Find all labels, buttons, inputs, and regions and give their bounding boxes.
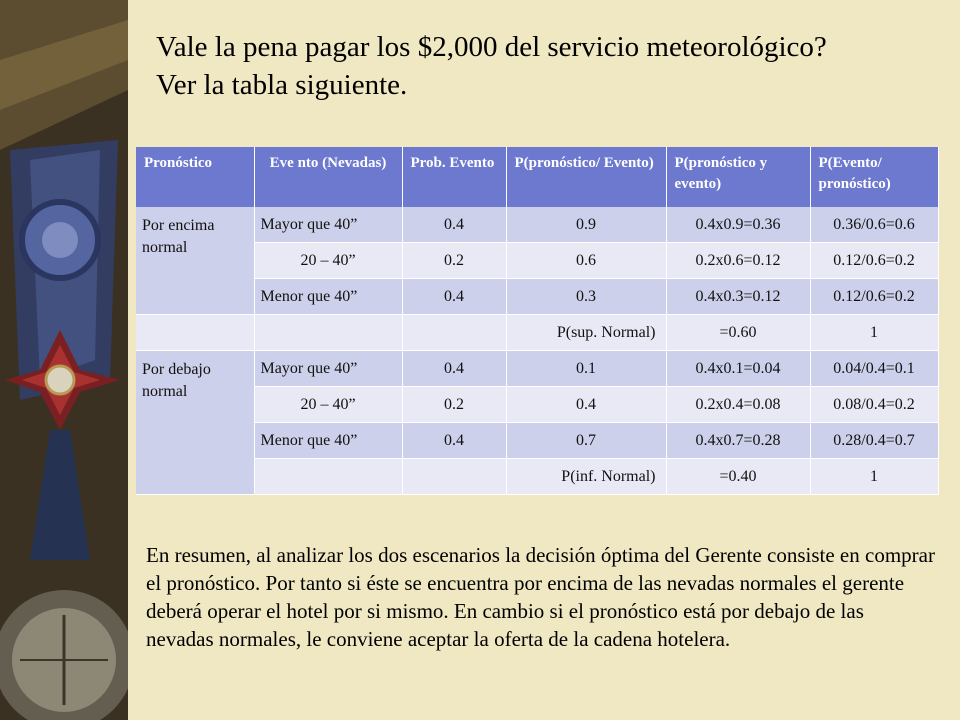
- title-line-2: Ver la tabla siguiente.: [156, 69, 408, 101]
- cond-cell: 0.9: [506, 207, 666, 243]
- posterior-cell: 0.28/0.4=0.7: [810, 423, 938, 459]
- empty-cell: [254, 459, 402, 495]
- subtotal-row: [136, 315, 938, 351]
- header-posterior: P(Evento/ pronóstico): [810, 147, 938, 207]
- posterior-cell: 0.12/0.6=0.2: [810, 279, 938, 315]
- posterior-cell: 0.08/0.4=0.2: [810, 387, 938, 423]
- subtotal-row: [136, 459, 938, 495]
- event-cell: Menor que 40”: [254, 423, 402, 459]
- cond-cell: 0.4: [506, 387, 666, 423]
- medal-photo-illustration: [0, 0, 128, 720]
- event-cell: 20 – 40”: [254, 243, 402, 279]
- joint-cell: 0.2x0.4=0.08: [666, 387, 810, 423]
- event-cell: Mayor que 40”: [254, 207, 402, 243]
- posterior-cell: 0.12/0.6=0.2: [810, 243, 938, 279]
- joint-cell: 0.4x0.3=0.12: [666, 279, 810, 315]
- cond-cell: 0.7: [506, 423, 666, 459]
- event-cell: Mayor que 40”: [254, 351, 402, 387]
- posterior-cell: 0.36/0.6=0.6: [810, 207, 938, 243]
- subtotal-value: =0.40: [666, 459, 810, 495]
- empty-cell: [254, 315, 402, 351]
- table-row: [136, 279, 938, 315]
- header-forecast: Pronóstico: [136, 147, 254, 207]
- empty-cell: [402, 315, 506, 351]
- cond-cell: 0.3: [506, 279, 666, 315]
- cond-cell: 0.6: [506, 243, 666, 279]
- title-line-1: Vale la pena pagar los $2,000 del servicio meteorológico?: [156, 31, 827, 63]
- empty-cell: [402, 459, 506, 495]
- joint-cell: 0.2x0.6=0.12: [666, 243, 810, 279]
- event-cell: Menor que 40”: [254, 279, 402, 315]
- subtotal-total: 1: [810, 315, 938, 351]
- subtotal-label: P(sup. Normal): [506, 315, 666, 351]
- prob-cell: 0.4: [402, 351, 506, 387]
- header-prob: Prob. Evento: [402, 147, 506, 207]
- prob-cell: 0.2: [402, 387, 506, 423]
- prob-cell: 0.2: [402, 243, 506, 279]
- table-header-row: [136, 147, 938, 207]
- empty-cell: [136, 315, 254, 351]
- event-cell: 20 – 40”: [254, 387, 402, 423]
- subtotal-value: =0.60: [666, 315, 810, 351]
- subtotal-label: P(inf. Normal): [506, 459, 666, 495]
- slide-title: [156, 28, 936, 104]
- header-joint: P(pronóstico y evento): [666, 147, 810, 207]
- cond-cell: 0.1: [506, 351, 666, 387]
- table-row: [136, 243, 938, 279]
- probability-table: [136, 147, 939, 495]
- table-row: [136, 351, 938, 387]
- header-event: Eve nto (Nevadas): [254, 147, 402, 207]
- subtotal-total: 1: [810, 459, 938, 495]
- joint-cell: 0.4x0.9=0.36: [666, 207, 810, 243]
- table-row: [136, 387, 938, 423]
- prob-cell: 0.4: [402, 423, 506, 459]
- joint-cell: 0.4x0.1=0.04: [666, 351, 810, 387]
- prob-cell: 0.4: [402, 207, 506, 243]
- prob-cell: 0.4: [402, 279, 506, 315]
- header-cond: P(pronóstico/ Evento): [506, 147, 666, 207]
- forecast-above-label: Por encima normal: [136, 207, 254, 315]
- table-row: [136, 207, 938, 243]
- joint-cell: 0.4x0.7=0.28: [666, 423, 810, 459]
- summary-paragraph: En resumen, al analizar los dos escenarios la decisión óptima del Gerente consiste en comprar el pronóstico. Por tanto si éste se encuentra por encima de las nevadas normales el gerente deberá operar el hotel por si mismo. En cambio si el pronóstico está por debajo de las nevadas normales, le conviene aceptar la oferta de la cadena hotelera.: [146, 543, 935, 651]
- posterior-cell: 0.04/0.4=0.1: [810, 351, 938, 387]
- table-row: [136, 423, 938, 459]
- forecast-below-label: Por debajo normal: [136, 351, 254, 495]
- decorative-photo-strip: [0, 0, 128, 720]
